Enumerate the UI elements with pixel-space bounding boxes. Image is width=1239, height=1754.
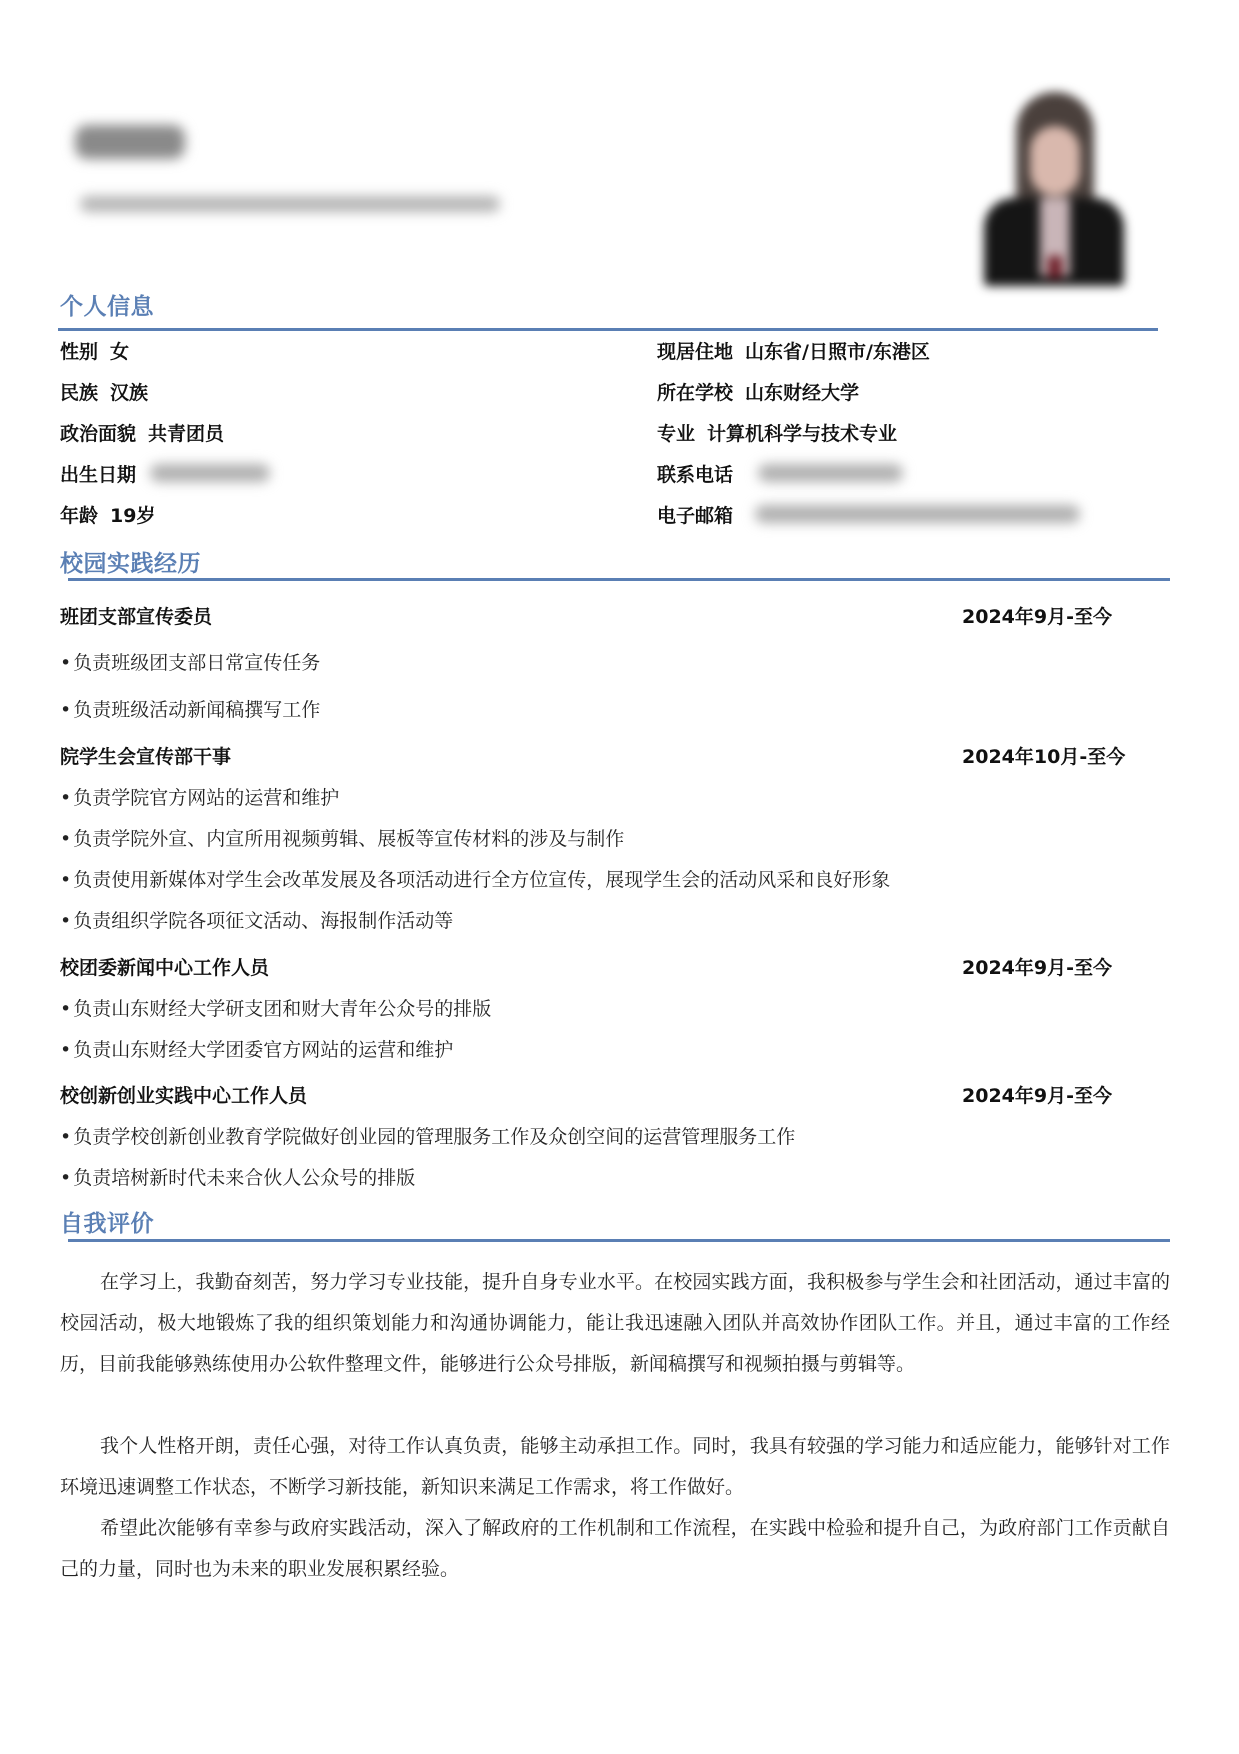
- info-major: 专业 计算机科学与技术专业: [657, 423, 898, 445]
- info-birthdate: 出生日期: [60, 464, 137, 486]
- list-item: • 负责班级活动新闻稿撰写工作: [60, 695, 320, 722]
- list-item: • 负责学院外宣、内宣所用视频剪辑、展板等宣传材料的涉及与制作: [60, 824, 624, 851]
- list-item: • 负责学院官方网站的运营和维护: [60, 783, 339, 810]
- list-item: • 负责学校创新创业教育学院做好创业园的管理服务工作及众创空间的运营管理服务工作: [60, 1122, 795, 1149]
- info-school: 所在学校 山东财经大学: [657, 382, 860, 404]
- section-title-self-evaluation: 自我评价: [60, 1211, 154, 1237]
- info-phone: 联系电话: [657, 464, 734, 486]
- list-item: • 负责班级团支部日常宣传任务: [60, 648, 320, 675]
- candidate-name-redacted: [75, 125, 185, 159]
- paragraph: 在学习上，我勤奋刻苦，努力学习专业技能，提升自身专业水平。在校园实践方面，我积极参与学生会和社团活动，通过丰富的校园活动，极大地锻炼了我的组织策划能力和沟通协调能力，能让我迅速融入团队并高效协作团队工作。并且，通过丰富的工作经历，目前我能够熟练使用办公软件整理文件，能够进行公众号排版，新闻稿撰写和视频拍摄与剪辑等。: [60, 1271, 1170, 1375]
- phone-redacted: [758, 464, 903, 482]
- paragraph: 我个人性格开朗，责任心强，对待工作认真负责，能够主动承担工作。同时，我具有较强的学习能力和适应能力，能够针对工作环境迅速调整工作状态，不断学习新技能，新知识来满足工作需求，将工作做好。: [60, 1435, 1170, 1498]
- role-title: 院学生会宣传部干事: [60, 746, 232, 768]
- info-age: 年龄 19岁: [60, 505, 156, 527]
- role-date: 2024年9月-至今: [962, 1085, 1112, 1107]
- list-item: • 负责组织学院各项征文活动、海报制作活动等: [60, 906, 453, 933]
- role-title: 校创新创业实践中心工作人员: [60, 1085, 308, 1107]
- section-divider: [68, 1239, 1170, 1242]
- info-residence: 现居住地 山东省/日照市/东港区: [657, 341, 930, 363]
- contact-line-redacted: [80, 196, 500, 212]
- section-divider: [68, 578, 1170, 581]
- role-date: 2024年9月-至今: [962, 957, 1112, 979]
- role-date: 2024年10月-至今: [962, 746, 1126, 768]
- info-gender: 性别 女: [60, 341, 130, 363]
- info-political-status: 政治面貌 共青团员: [60, 423, 225, 445]
- role-date: 2024年9月-至今: [962, 606, 1112, 628]
- section-divider: [58, 328, 1158, 331]
- email-redacted: [755, 505, 1080, 523]
- list-item: • 负责山东财经大学研支团和财大青年公众号的排版: [60, 994, 491, 1021]
- list-item: • 负责使用新媒体对学生会改革发展及各项活动进行全方位宣传，展现学生会的活动风采和良好形象: [60, 865, 890, 892]
- birthdate-redacted: [150, 464, 270, 482]
- paragraph: 希望此次能够有幸参与政府实践活动，深入了解政府的工作机制和工作流程，在实践中检验和提升自己，为政府部门工作贡献自己的力量，同时也为未来的职业发展积累经验。: [60, 1517, 1170, 1580]
- info-email: 电子邮箱: [657, 505, 734, 527]
- portrait-photo: [978, 86, 1130, 286]
- list-item: • 负责培树新时代未来合伙人公众号的排版: [60, 1163, 415, 1190]
- role-title: 校团委新闻中心工作人员: [60, 957, 270, 979]
- info-ethnicity: 民族 汉族: [60, 382, 149, 404]
- section-title-personal-info: 个人信息: [60, 294, 154, 320]
- section-title-experience: 校园实践经历: [60, 551, 201, 577]
- role-title: 班团支部宣传委员: [60, 606, 213, 628]
- list-item: • 负责山东财经大学团委官方网站的运营和维护: [60, 1035, 453, 1062]
